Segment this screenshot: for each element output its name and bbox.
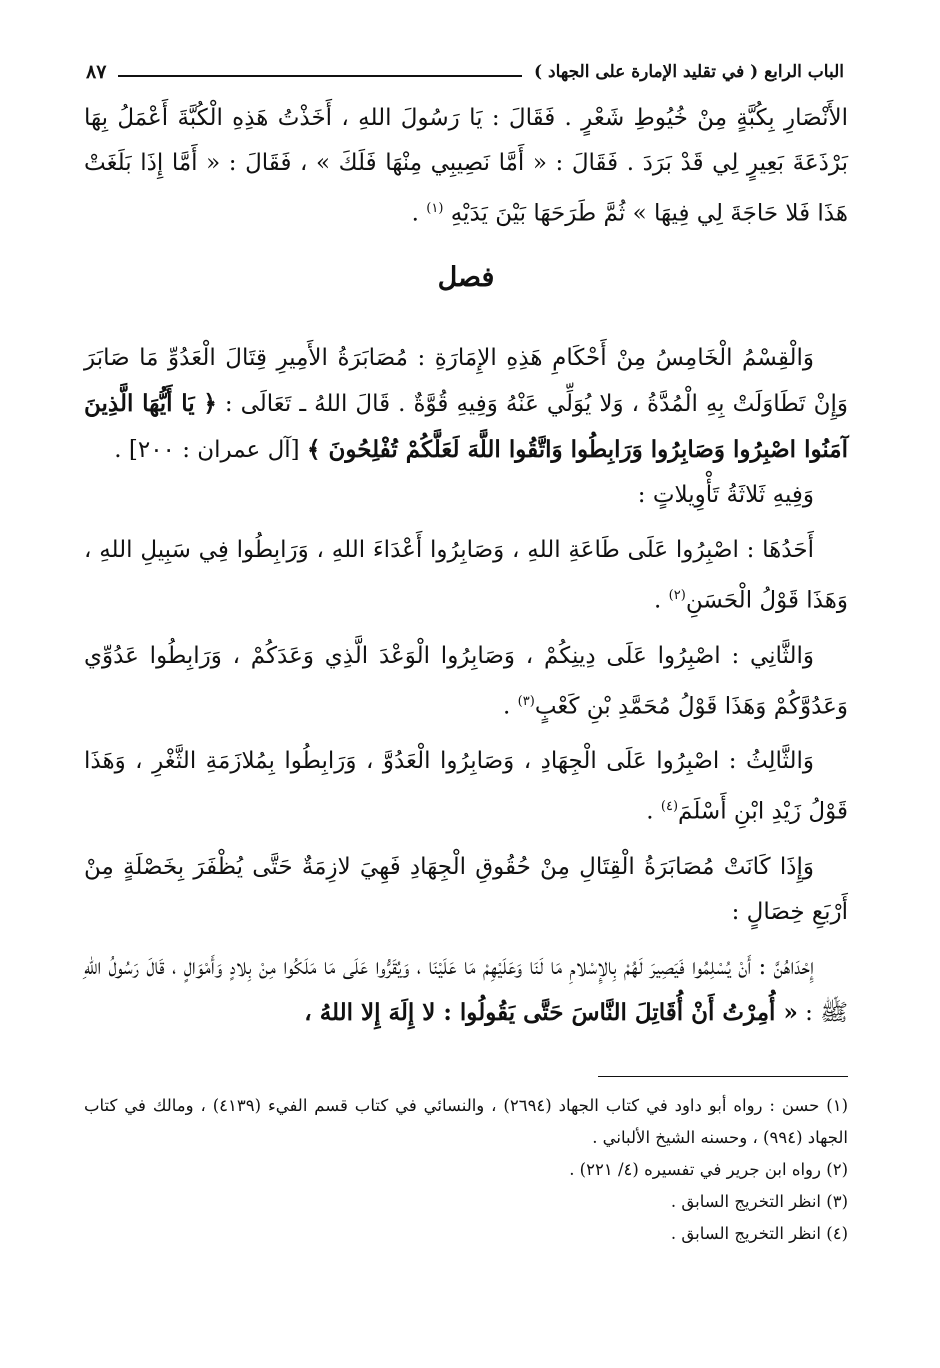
interpretation-3-text: وَالثَّالِثُ : اصْبِرُوا عَلَى الْجِهَادِ ، وَصَابِرُوا الْعَدُوَّ ، وَرَابِطُوا بِمُلازَمَةِ الثَّغْرِ ، وَهَذَا قَوْلُ زَيْدِ ابْنِ أَسْلَمَ: [84, 748, 848, 825]
interpretation-1-text: أَحَدُهَا : اصْبِرُوا عَلَى طَاعَةِ اللهِ ، وَصَابِرُوا أَعْدَاءَ اللهِ ، وَرَابِطُوا فِي سَبِيلِ اللهِ ، وَهَذَا قَوْلُ الْحَسَنِ: [84, 537, 848, 614]
intro-paragraph: الأَنْصَارِ بِكُبَّةٍ مِنْ خُيُوطِ شَعْرٍ . فَقَالَ : يَا رَسُولَ اللهِ ، أَخَذْتُ هَذِهِ الْكُبَّةَ أَعْمَلُ بِهَا بَرْذَعَةَ بَعِيرٍ لِي قَدْ بَرَدَ . فَقَالَ : « أَمَّا نَصِيبِي مِنْهَا فَلَكَ » ، فَقَالَ : « أَمَّا إِذَا بَلَغَتْ هَذَا فَلا حَاجَةَ لِي فِيهَا » ثُمَّ طَرَحَهَا بَيْنَ يَدَيْهِ $^{(١)}$ .: [84, 105, 849, 227]
paragraph-conditions: وَإِذَا كَانَتْ مُصَابَرَةُ الْقِتَالِ مِنْ حُقُوقِ الْجِهَادِ فَهِيَ لازِمَةٌ حَتَّى يُظْفَرَ بِخَصْلَةٍ مِنْ أَرْبَعِ خِصَالٍ :: [84, 853, 848, 925]
quran-verse: ﴿ يَا أَيُّهَا الَّذِينَ آمَنُوا اصْبِرُوا وَصَابِرُوا وَرَابِطُوا وَاتَّقُوا اللَّهَ لَعَلَّكُمْ تُفْلِحُونَ ﴾: [84, 390, 848, 463]
footnote-1: (١) حسن : رواه أبو داود في كتاب الجهاد (٢٦٩٤) ، والنسائي في كتاب قسم الفيء (٤١٣٩) ، ومالك في كتاب الجهاد (٩٩٤) ، وحسنه الشيخ الألباني .: [84, 1096, 848, 1147]
intro-text-2: لِي قَدْ بَرَدَ . فَقَالَ : « أَمَّا نَصِيبِي مِنْهَا فَلَكَ » ، فَقَالَ : « أَمَّا إِذَا بَلَغَتْ هَذَا فَلا حَاجَةَ لِي فِيهَا »: [84, 150, 848, 227]
header-rule: [118, 75, 522, 77]
footnote-divider: [598, 1076, 848, 1077]
para1-text: وَالْقِسْمُ الْخَامِسُ مِنْ أَحْكَامِ هَذِهِ الإِمَارَةِ : مُصَابَرَةُ الأَمِيرِ قِتَالَ الْعَدُوِّ مَا صَابَرَ وَإِنْ تَطَاوَلَتْ بِهِ الْمُدَّةُ ، وَلا يُوَلِّي عَنْهُ وَفِيهِ قُوَّةٌ . قَالَ اللهُ ـ تَعَالَى :: [84, 345, 848, 417]
interpretations-intro: وَفِيهِ ثَلاثَةُ تَأْوِيلاتٍ :: [637, 482, 814, 508]
paragraph-first-condition: [84, 945, 848, 1036]
interpretation-2: وَالثَّانِي : اصْبِرُوا عَلَى دِينِكُمْ ، وَصَابِرُوا الْوَعْدَ الَّذِي وَعَدَكُمْ ، وَرَابِطُوا عَدُوِّي وَعَدُوَّكُمْ وَهَذَا قَوْلُ مُحَمَّدِ بْنِ كَعْبٍ$^{(٣)}$ .: [84, 642, 848, 720]
footnotes: [84, 1090, 848, 1250]
hadith-quote: « أُمِرْتُ أَنْ أُقَاتِلَ النَّاسَ حَتَّى يَقُولُوا : لا إِلَهَ إِلا اللهُ ،: [304, 998, 798, 1026]
page-number: ٨٧: [86, 61, 107, 83]
footnote-ref-2: (٢): [668, 588, 686, 603]
paragraph-patience: [84, 336, 848, 473]
footnote-2: (٢) رواه ابن جرير في تفسيره (٤/ ٢٢١) .: [569, 1160, 848, 1179]
section-title: فصل: [437, 262, 495, 293]
intro-text-3: ثُمَّ طَرَحَهَا بَيْنَ يَدَيْهِ: [450, 200, 626, 227]
interpretation-1: أَحَدُهَا : اصْبِرُوا عَلَى طَاعَةِ اللهِ ، وَصَابِرُوا أَعْدَاءَ اللهِ ، وَرَابِطُوا فِي سَبِيلِ اللهِ ، وَهَذَا قَوْلُ الْحَسَنِ$^{(٢)}$ .: [84, 537, 848, 614]
interpretation-3: وَالثَّالِثُ : اصْبِرُوا عَلَى الْجِهَادِ ، وَصَابِرُوا الْعَدُوَّ ، وَرَابِطُوا بِمُلازَمَةِ الثَّغْرِ ، وَهَذَا قَوْلُ زَيْدِ ابْنِ أَسْلَمَ$^{(٤)}$ .: [84, 748, 848, 825]
chapter-title: الباب الرابع ( في تقليد الإمارة على الجهاد ): [534, 62, 844, 82]
running-header: [86, 52, 844, 92]
footnote-ref-4: (٤): [660, 799, 679, 815]
verse-reference: [آل عمران : ٢٠٠] .: [114, 437, 307, 463]
section-body: [84, 336, 848, 1036]
footnote-4: (٤) انظر التخريج السابق .: [670, 1224, 848, 1243]
footnote-ref-3: (٣): [517, 693, 535, 709]
first-condition-text: إِحْدَاهُنَّ : أَنْ يُسْلِمُوا فَيَصِيرَ لَهُمْ بِالإِسْلامِ مَا لَنَا وَعَلَيْهِمْ مَا عَلَيْنَا ، وَيُقَرُّوا عَلَى مَا مَلَكُوا مِنْ بِلادٍ وَأَمْوَالٍ ، قَالَ رَسُولُ اللهِ ﷺ :: [84, 953, 848, 1026]
footnote-ref-1: (١): [426, 201, 444, 216]
footnote-3: (٣) انظر التخريج السابق .: [670, 1192, 848, 1211]
intro-text-1: الأَنْصَارِ بِكُبَّةٍ مِنْ خُيُوطِ شَعْرٍ . فَقَالَ : يَا رَسُولَ اللهِ ، أَخَذْتُ هَذِهِ الْكُبَّةَ أَعْمَلُ بِهَا بَرْذَعَةَ بَعِيرٍ: [84, 105, 849, 176]
interpretation-2-text: وَالثَّانِي : اصْبِرُوا عَلَى دِينِكُمْ ، وَصَابِرُوا الْوَعْدَ الَّذِي وَعَدَكُمْ ، وَرَابِطُوا عَدُوِّي وَعَدُوَّكُمْ وَهَذَا قَوْلُ مُحَمَّدِ بْنِ كَعْبٍ: [84, 642, 848, 720]
